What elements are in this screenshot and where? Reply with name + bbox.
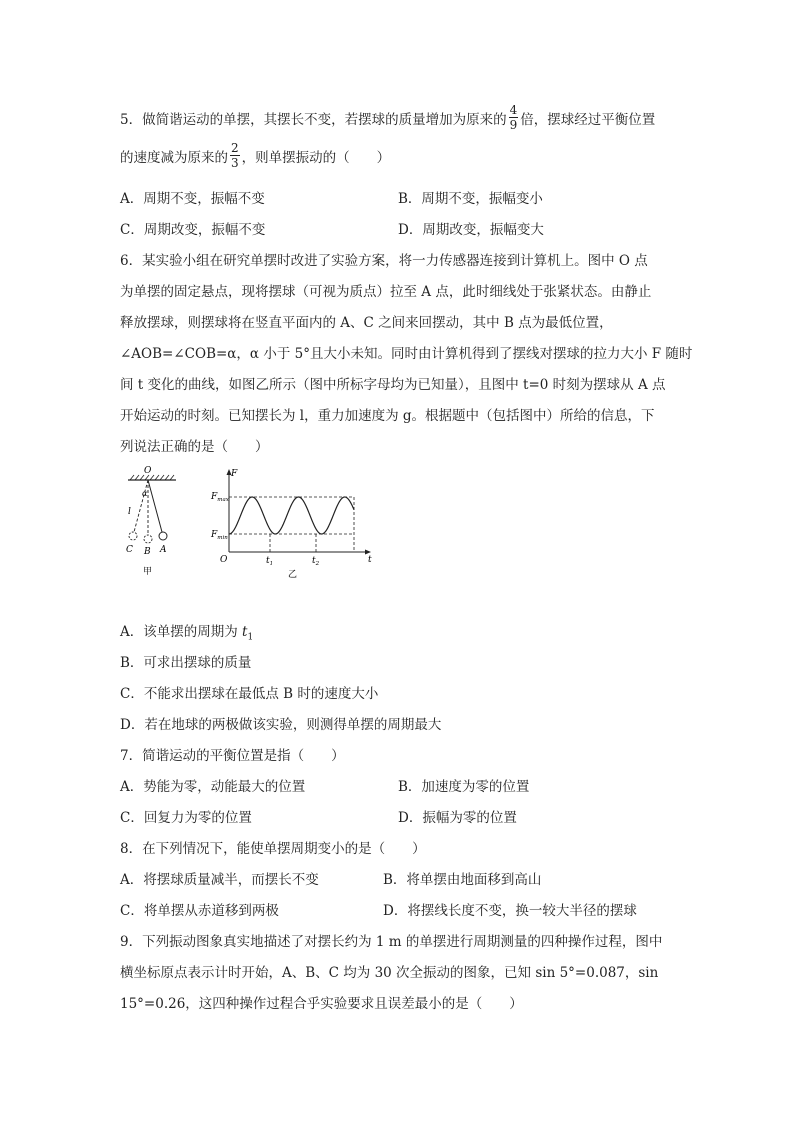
q5-fraction-4-9: [509, 104, 519, 131]
q5-fraction-2-3: [230, 142, 240, 169]
q6-line-6: 开始运动的时刻。已知摆长为 l，重力加速度为 g。根据题中（包括图中）所给的信息，下: [120, 408, 655, 424]
point-a-label: A: [160, 545, 167, 555]
q5-line-1: [120, 104, 655, 131]
pendulum-diagram: [126, 466, 176, 577]
fmin-label: $F_{min}$: [211, 530, 228, 541]
fmax-label: $F_{max}$: [211, 492, 229, 503]
q5-frac2-numerator: 2: [231, 141, 239, 155]
point-b-label: B: [144, 547, 151, 557]
q6-line-4: ∠AOB=∠COB=α，α 小于 5°且大小未知。同时由计算机得到了摆线对摆球的拉力大小 F 随时: [120, 346, 693, 362]
q6-option-b: B．可求出摆球的质量: [120, 655, 252, 671]
q6-line-7: 列说法正确的是（ ）: [120, 439, 269, 455]
t-axis-arrow: [365, 550, 371, 555]
q6-line-5: 间 t 变化的曲线，如图乙所示（图中所标字母均为已知量），且图中 t=0 时刻为摆球从 A 点: [120, 377, 666, 393]
q7-stem: 7．简谐运动的平衡位置是指（ ）: [120, 748, 345, 764]
q5-text-part4: ，则单摆振动的（ ）: [241, 149, 391, 166]
q7-option-c: C．回复力为零的位置: [120, 810, 252, 826]
t-axis-label: t: [368, 555, 372, 565]
ball-c: [129, 532, 137, 540]
point-o-label: O: [144, 466, 152, 476]
q8-option-b: B．将单摆由地面移到高山: [383, 872, 542, 888]
q5-text-part2: 倍，摆球经过平衡位置: [520, 111, 656, 128]
q5-text-part1: 5．做简谐运动的单摆，其摆长不变，若摆球的质量增加为原来的: [120, 111, 507, 128]
q6-figure: [116, 466, 376, 581]
angle-alpha-label: α: [142, 489, 148, 498]
pendulum-string-c: [134, 480, 148, 532]
q8-option-c: C．将单摆从赤道移到两极: [120, 903, 279, 919]
q5-frac2-denominator: 3: [231, 156, 239, 170]
force-curve: [229, 497, 354, 534]
q6-option-a-sub: 1: [247, 632, 254, 643]
q6-option-a-text: A．该单摆的周期为: [120, 624, 243, 640]
q6-option-a: [120, 620, 253, 643]
ceiling-hatch: [130, 475, 174, 480]
q8-stem: 8．在下列情况下，能使单摆周期变小的是（ ）: [120, 841, 426, 857]
q5-option-c: C．周期改变，振幅不变: [120, 222, 266, 238]
q8-option-a: A．将摆球质量减半，而摆长不变: [120, 872, 319, 888]
q6-option-c: C．不能求出摆球在最低点 B 时的速度大小: [120, 686, 379, 702]
figure-jia-caption: 甲: [143, 567, 153, 577]
pendulum-string-a: [148, 480, 162, 532]
q5-frac1-numerator: 4: [509, 103, 518, 117]
force-time-graph: [210, 469, 372, 580]
figure-yi-caption: 乙: [288, 570, 298, 580]
q6-line-3: 释放摆球，则摆球将在竖直平面内的 A、C 之间来回摆动，其中 B 点为最低位置，: [120, 315, 613, 331]
q7-option-a: A．势能为零，动能最大的位置: [120, 779, 306, 795]
length-l-label: l: [128, 507, 131, 517]
q7-option-b: B．加速度为零的位置: [398, 779, 530, 795]
q7-option-d: D．振幅为零的位置: [398, 810, 517, 826]
t1-label: $t_1$: [266, 556, 274, 567]
q9-line-3: 15°=0.26，这四种操作过程合乎实验要求且误差最小的是（ ）: [120, 996, 523, 1012]
q6-line-1: 6．某实验小组在研究单摆时改进了实验方案，将一力传感器连接到计算机上。图中 O 点: [120, 253, 648, 269]
q9-line-2: 横坐标原点表示计时开始，A、B、C 均为 30 次全振动的图象，已知 sin 5°=0.087，sin: [120, 965, 659, 981]
t2-label: $t_2$: [312, 556, 320, 567]
q5-line-2: [120, 142, 390, 169]
q6-option-d: D．若在地球的两极做该实验，则测得单摆的周期最大: [120, 717, 442, 733]
q5-text-part3: 的速度减为原来的: [120, 149, 228, 166]
f-axis-label: F: [231, 469, 238, 479]
q6-line-2: 为单摆的固定悬点，现将摆球（可视为质点）拉至 A 点，此时细线处于张紧状态。由静止: [120, 284, 652, 300]
q6-option-a-var: t: [242, 624, 248, 640]
ball-a: [159, 532, 167, 540]
q5-option-d: D．周期改变，振幅变大: [398, 222, 544, 238]
q9-line-1: 9．下列振动图象真实地描述了对摆长约为 1 m 的单摆进行周期测量的四种操作过程，图中: [120, 934, 663, 950]
q8-option-d: D．将摆线长度不变，换一较大半径的摆球: [383, 903, 637, 919]
q5-option-b: B．周期不变，振幅变小: [398, 191, 543, 207]
point-c-label: C: [126, 545, 133, 555]
q5-option-a: A．周期不变，振幅不变: [120, 191, 265, 207]
q5-frac1-denominator: 9: [509, 118, 518, 132]
ball-b: [144, 535, 152, 543]
origin-label: O: [220, 555, 228, 565]
